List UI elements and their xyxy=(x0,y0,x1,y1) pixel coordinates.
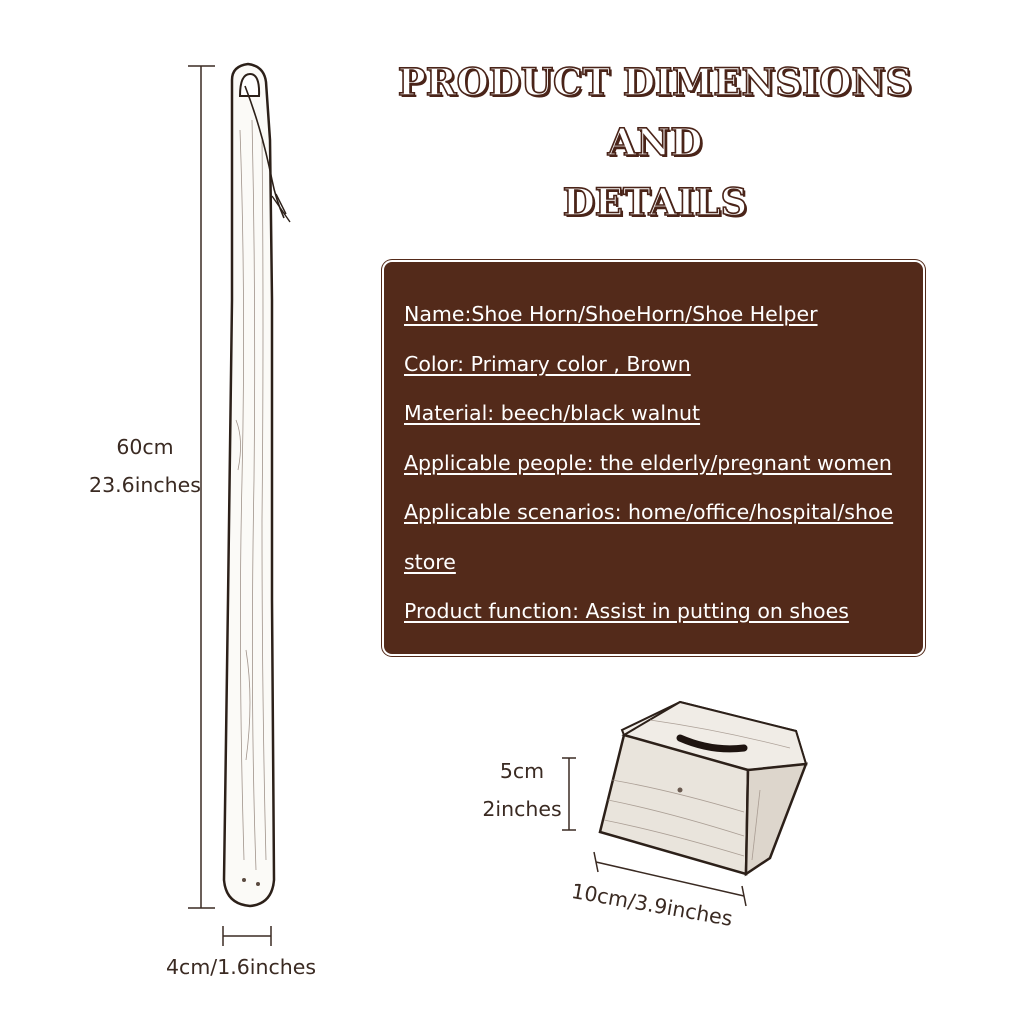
stand-height-inches: 2inches xyxy=(482,797,562,821)
product-details-panel xyxy=(384,262,923,654)
title-line-2: DETAILS xyxy=(562,180,748,224)
detail-applicable-people: Applicable people: the elderly/pregnant women xyxy=(404,450,892,475)
detail-applicable-scenarios-cont: store xyxy=(404,549,456,574)
stand-base-label: 10cm/3.9inches xyxy=(569,878,735,931)
stand-height-dimension-line xyxy=(562,758,576,830)
length-label xyxy=(86,428,204,504)
width-dimension-line xyxy=(223,926,271,946)
length-cm: 60cm xyxy=(116,435,174,459)
detail-color: Color: Primary color , Brown xyxy=(404,351,691,376)
width-label: 4cm/1.6inches xyxy=(166,955,317,979)
detail-name: Name:Shoe Horn/ShoeHorn/Shoe Helper xyxy=(404,302,818,326)
title-line-1: PRODUCT DIMENSIONS AND xyxy=(397,60,913,164)
detail-product-function: Product function: Assist in putting on shoes xyxy=(404,599,849,623)
detail-material: Material: beech/black walnut xyxy=(404,401,701,425)
detail-applicable-scenarios: Applicable scenarios: home/office/hospital/shoe xyxy=(404,500,894,524)
stand-height-cm: 5cm xyxy=(499,759,545,783)
length-inches: 23.6inches xyxy=(89,473,201,497)
shoe-horn-stand xyxy=(600,702,806,874)
shoe-horn xyxy=(224,64,290,906)
stand-height-label xyxy=(480,752,564,828)
